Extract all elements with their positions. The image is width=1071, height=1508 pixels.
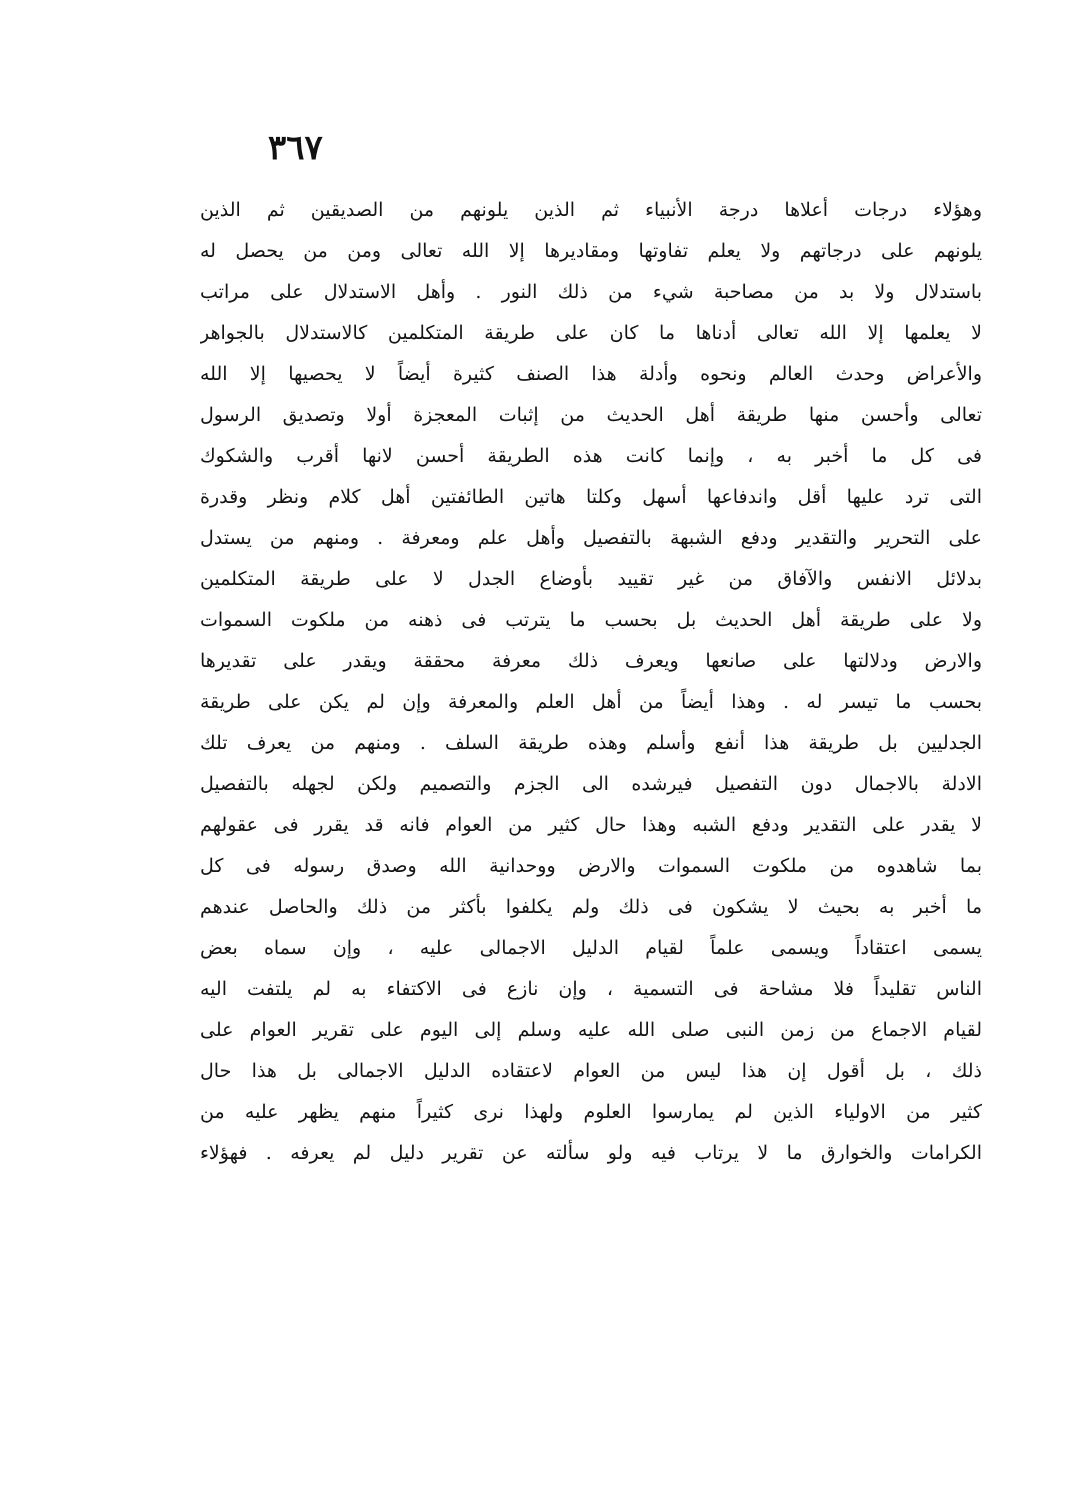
text-line: بما شاهدوه من ملكوت السموات والارض ووحدانية الله وصدق رسوله فى كل	[200, 855, 982, 877]
text-line: الكرامات والخوارق ما لا يرتاب فيه ولو سألته عن تقرير دليل لم يعرفه . فهؤلاء	[200, 1142, 982, 1164]
page-number: ٣٦٧	[268, 128, 323, 168]
text-line: بحسب ما تيسر له . وهذا أيضاً من أهل العلم والمعرفة وإن لم يكن على طريقة	[200, 691, 982, 713]
text-line: كثير من الاولياء الذين لم يمارسوا العلوم ولهذا نرى كثيراً منهم يظهر عليه من	[200, 1101, 982, 1123]
text-line: لا يعلمها إلا الله تعالى أدناها ما كان على طريقة المتكلمين كالاستدلال بالجواهر	[200, 322, 982, 344]
text-line: باستدلال ولا بد من مصاحبة شيء من ذلك النور . وأهل الاستدلال على مراتب	[200, 281, 982, 303]
text-line: ولا على طريقة أهل الحديث بل بحسب ما يترتب فى ذهنه من ملكوت السموات	[200, 609, 982, 631]
text-line: والارض ودلالتها على صانعها ويعرف ذلك معرفة محققة ويقدر على تقديرها	[200, 650, 982, 672]
text-line: والأعراض وحدث العالم ونحوه وأدلة هذا الصنف كثيرة أيضاً لا يحصيها إلا الله	[200, 363, 982, 385]
text-line: فى كل ما أخبر به ، وإنما كانت هذه الطريقة أحسن لانها أقرب والشكوك	[200, 445, 982, 467]
text-line: ذلك ، بل أقول إن هذا ليس من العوام لاعتقاده الدليل الاجمالى بل هذا حال	[200, 1060, 982, 1082]
text-line: ما أخبر به بحيث لا يشكون فى ذلك ولم يكلفوا بأكثر من ذلك والحاصل عندهم	[200, 896, 982, 918]
text-line: لقيام الاجماع من زمن النبى صلى الله عليه وسلم إلى اليوم على تقرير العوام على	[200, 1019, 982, 1041]
text-line: التى ترد عليها أقل واندفاعها أسهل وكلتا هاتين الطائفتين أهل كلام ونظر وقدرة	[200, 486, 982, 508]
text-line: وهؤلاء درجات أعلاها درجة الأنبياء ثم الذين يلونهم من الصديقين ثم الذين	[200, 199, 982, 221]
text-line: بدلائل الانفس والآفاق من غير تقييد بأوضاع الجدل لا على طريقة المتكلمين	[200, 568, 982, 590]
text-line: يسمى اعتقاداً ويسمى علماً لقيام الدليل الاجمالى عليه ، وإن سماه بعض	[200, 937, 982, 959]
text-line: تعالى وأحسن منها طريقة أهل الحديث من إثبات المعجزة أولا وتصديق الرسول	[200, 404, 982, 426]
text-line: الادلة بالاجمال دون التفصيل فيرشده الى الجزم والتصميم ولكن لجهله بالتفصيل	[200, 773, 982, 795]
text-line: الناس تقليداً فلا مشاحة فى التسمية ، وإن نازع فى الاكتفاء به لم يلتفت اليه	[200, 978, 982, 1000]
text-line: على التحرير والتقدير ودفع الشبهة بالتفصيل وأهل علم ومعرفة . ومنهم من يستدل	[200, 527, 982, 549]
text-line: يلونهم على درجاتهم ولا يعلم تفاوتها ومقاديرها إلا الله تعالى ومن من يحصل له	[200, 240, 982, 262]
text-line: الجدليين بل طريقة هذا أنفع وأسلم وهذه طريقة السلف . ومنهم من يعرف تلك	[200, 732, 982, 754]
body-text	[200, 190, 982, 1174]
text-line: لا يقدر على التقدير ودفع الشبه وهذا حال كثير من العوام فانه قد يقرر فى عقولهم	[200, 814, 982, 836]
